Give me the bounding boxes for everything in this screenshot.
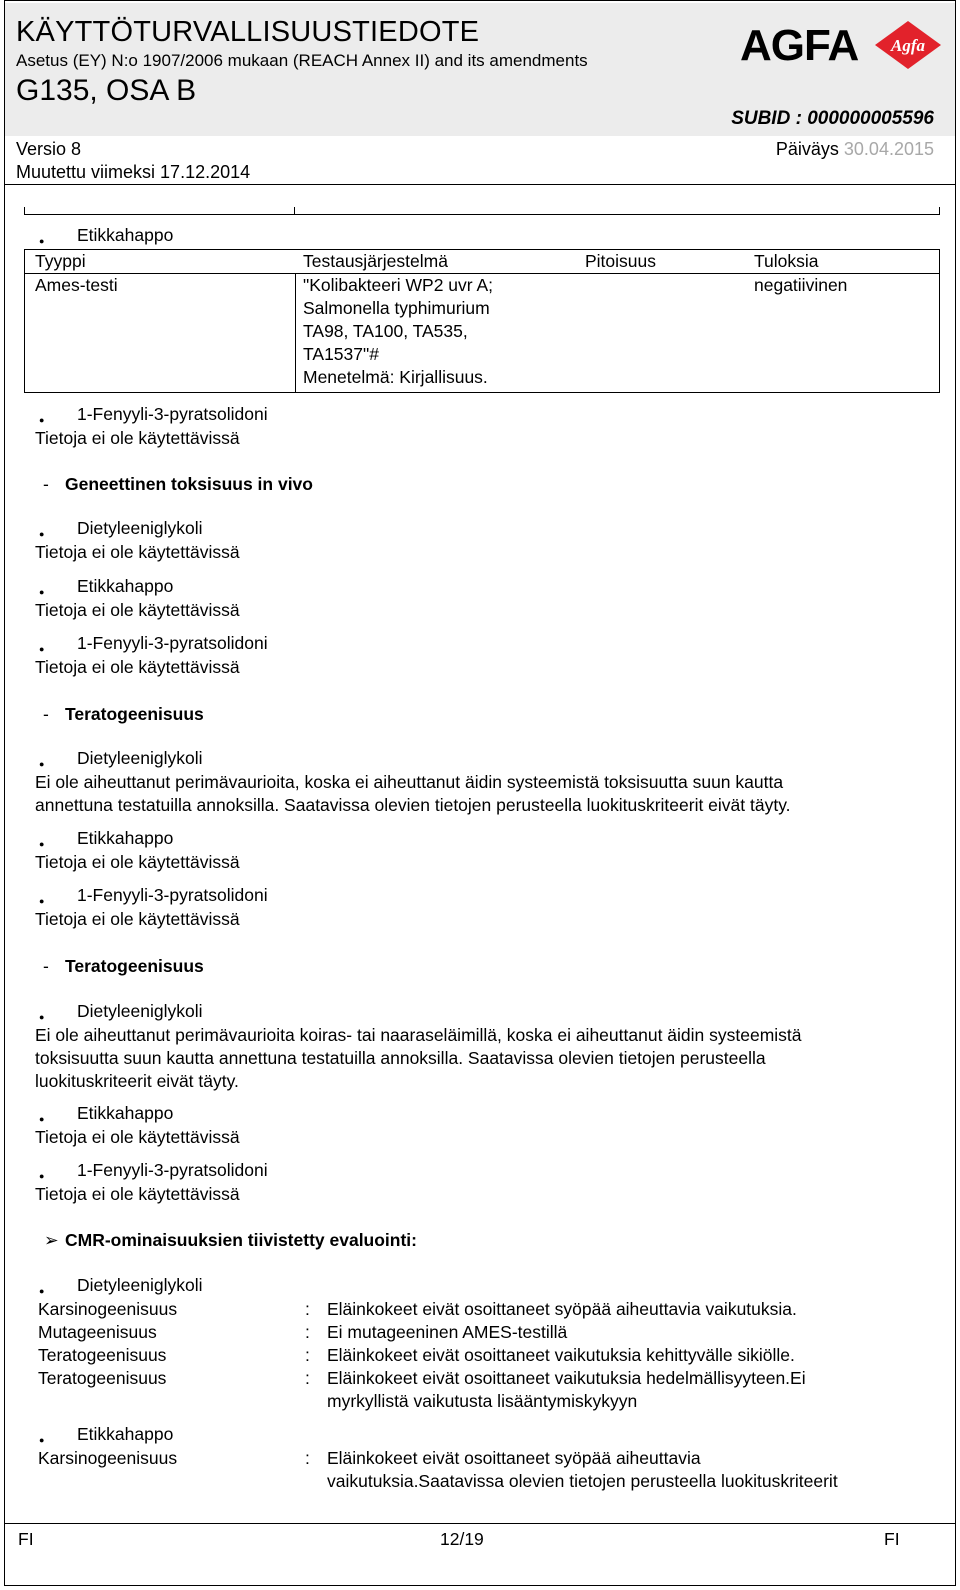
section-heading: Geneettinen toksisuus in vivo [65,474,313,494]
cmr-value: Ei mutageeninen AMES-testillä [327,1322,568,1342]
substance-bullet: ● Etikkahappo [77,1423,173,1446]
date-value: 30.04.2015 [843,139,934,159]
cell-system-line: Salmonella typhimurium [303,298,490,318]
cmr-colon: : [305,1299,310,1319]
cmr-label: Karsinogeenisuus [38,1299,178,1319]
cmr-label: Teratogeenisuus [38,1345,167,1365]
substance-bullet: ● Etikkahappo [77,224,173,247]
substance-bullet: ● 1-Fenyyli-3-pyratsolidoni [77,403,268,426]
substance-bullet: ● Etikkahappo [77,1102,173,1125]
substance-bullet: ● Dietyleeniglykoli [77,517,202,540]
cmr-colon: : [305,1322,310,1342]
table-stub [24,207,940,215]
col-header-concentration: Pitoisuus [585,251,657,271]
section-heading: Teratogeenisuus [65,704,204,724]
page-number: 12/19 [440,1529,484,1549]
substance-bullet: ● Etikkahappo [77,575,173,598]
document-title: KÄYTTÖTURVALLISUUSTIEDOTE [16,16,480,48]
cmr-value: Eläinkokeet eivät osoittaneet syöpää aiheuttavia [327,1448,701,1468]
cell-type: Ames-testi [35,275,118,295]
product-name: G135, OSA B [16,74,197,107]
footer-language-left: FI [18,1529,34,1549]
info-text: Tietoja ei ole käytettävissä [35,428,240,448]
cmr-value: Eläinkokeet eivät osoittaneet vaikutuksia kehittyvälle sikiölle. [327,1345,795,1365]
substance-bullet: ● Dietyleeniglykoli [77,1274,202,1297]
logo-wordmark: AGFA [740,21,859,70]
substance-bullet: ● Dietyleeniglykoli [77,747,202,770]
col-header-system: Testausjärjestelmä [303,251,448,271]
issue-date [776,139,934,160]
agfa-logo [740,18,948,74]
logo-badge-text: Agfa [891,36,925,55]
section-dash: - [43,474,49,494]
cmr-label: Teratogeenisuus [38,1368,167,1388]
section-dash: - [43,956,49,976]
cmr-label: Karsinogeenisuus [38,1448,178,1468]
col-header-type: Tyyppi [35,251,86,271]
info-text: annettuna testatuilla annoksilla. Saatavissa olevien tietojen perusteella luokituskriteerit eivät täyty. [35,795,791,815]
cmr-value: vaikutuksia.Saatavissa olevien tietojen perusteella luokituskriteerit [327,1471,838,1491]
cmr-heading: CMR-ominaisuuksien tiivistetty evaluointi: [65,1230,417,1250]
substance-bullet: ● 1-Fenyyli-3-pyratsolidoni [77,884,268,907]
date-label: Päiväys [775,139,844,159]
version-label: Versio 8 [16,139,82,159]
info-text: Tietoja ei ole käytettävissä [35,542,240,562]
modified-date: Muutettu viimeksi 17.12.2014 [16,162,251,182]
section-dash: - [43,704,49,724]
info-text: Tietoja ei ole käytettävissä [35,657,240,677]
regulation-line: Asetus (EY) N:o 1907/2006 mukaan (REACH Annex II) and its amendments [16,51,588,70]
cmr-colon: : [305,1448,310,1468]
arrow-icon: ➢ [44,1230,59,1250]
cell-result: negatiivinen [754,275,848,295]
col-header-results: Tuloksia [754,251,819,271]
info-text: Tietoja ei ole käytettävissä [35,1127,240,1147]
agfa-badge-icon [874,20,942,70]
info-text: Tietoja ei ole käytettävissä [35,909,240,929]
info-text: Ei ole aiheuttanut perimävaurioita koiras- tai naaraseläimillä, koska ei aiheuttanut äidin systeemistä [35,1025,802,1045]
cell-system-line: Menetelmä: Kirjallisuus. [303,367,488,387]
info-text: Tietoja ei ole käytettävissä [35,600,240,620]
genotox-table [24,249,940,393]
substance-bullet: ● Dietyleeniglykoli [77,1000,202,1023]
cmr-colon: : [305,1368,310,1388]
cmr-colon: : [305,1345,310,1365]
cmr-value: Eläinkokeet eivät osoittaneet syöpää aiheuttavia vaikutuksia. [327,1299,797,1319]
section-heading: Teratogeenisuus [65,956,204,976]
info-text: Tietoja ei ole käytettävissä [35,852,240,872]
footer-language-right: FI [884,1529,900,1549]
info-text: Tietoja ei ole käytettävissä [35,1184,240,1204]
substance-bullet: ● 1-Fenyyli-3-pyratsolidoni [77,1159,268,1182]
header-rule [5,184,955,185]
substance-bullet: ● Etikkahappo [77,827,173,850]
info-text: luokituskriteerit eivät täyty. [35,1071,239,1091]
info-text: Ei ole aiheuttanut perimävaurioita, koska ei aiheuttanut äidin systeemistä toksisuutta suun kautta [35,772,784,792]
cell-system-line: TA98, TA100, TA535, [303,321,468,341]
cell-system-line: "Kolibakteeri WP2 uvr A; [303,275,494,295]
info-text: toksisuutta suun kautta annettuna testatuilla annoksilla. Saatavissa olevien tietojen perusteella [35,1048,766,1068]
footer-rule [5,1523,955,1524]
cmr-label: Mutageenisuus [38,1322,157,1342]
cmr-value: myrkyllistä vaikutusta lisääntymiskykyyn [327,1391,638,1411]
subid-label: SUBID : 000000005596 [731,108,934,129]
substance-bullet: ● 1-Fenyyli-3-pyratsolidoni [77,632,268,655]
cell-system-line: TA1537"# [303,344,379,364]
cmr-value: Eläinkokeet eivät osoittaneet vaikutuksia hedelmällisyyteen.Ei [327,1368,806,1388]
